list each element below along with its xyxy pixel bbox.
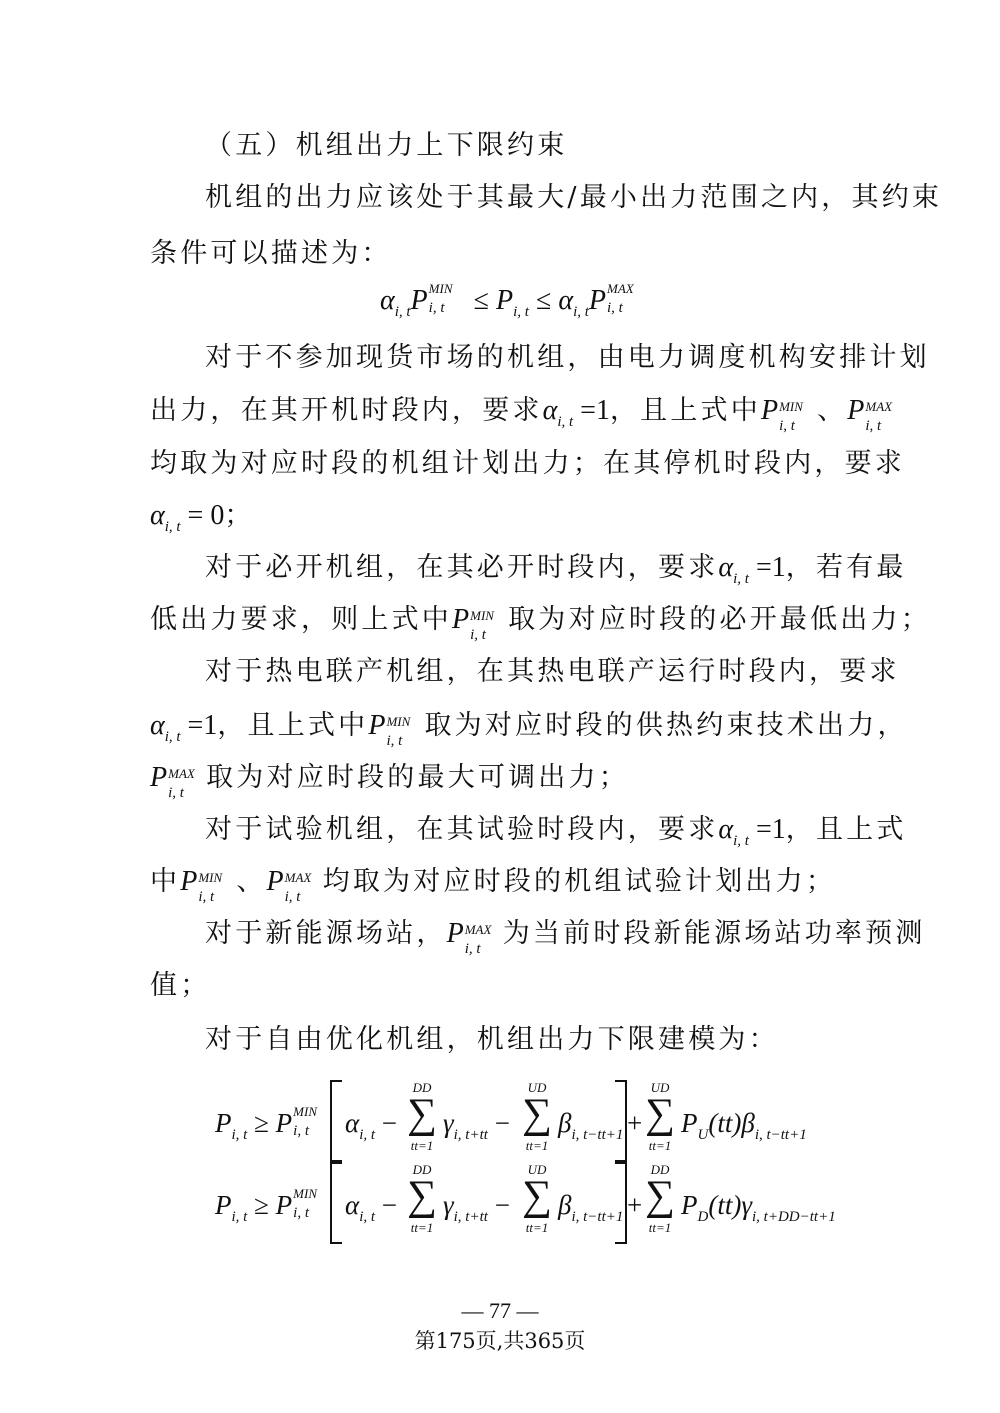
paragraph-7-line-1: 对于自由优化机组，机组出力下限建模为：: [205, 1024, 779, 1055]
text-span: 取为对应时段的必开最低出力；: [508, 604, 931, 635]
math-p-min: P MIN i, t: [452, 604, 494, 643]
paragraph-4-line-3: [150, 762, 850, 801]
paragraph-4-line-1: 对于热电联产机组，在其热电联产运行时段内，要求: [205, 656, 900, 687]
text-span: 对于新能源场站，: [205, 918, 447, 949]
math-alpha-eq-1: $\alpha_{i, t} =1$: [150, 710, 218, 745]
paragraph-2-line-3: 均取为对应时段的机组计划出力；在其停机时段内，要求: [150, 448, 905, 479]
text-span: 取为对应时段的供热约束技术出力，: [424, 710, 908, 741]
text-span: ；: [224, 500, 255, 531]
math-alpha-eq-1: $\alpha_{i, t} =1$: [718, 552, 786, 587]
text-span: 对于必开机组，在其必开时段内，要求: [205, 552, 719, 583]
text-span: ，且上式中: [609, 395, 761, 426]
math-alpha-eq-1: $\alpha_{i, t} =1$: [542, 395, 610, 430]
text-span: ，且上式中: [217, 710, 369, 741]
math-alpha-eq-0: $\alpha_{i, t} = 0$: [150, 500, 225, 535]
text-span: ，且上式: [785, 814, 907, 845]
text-span: 中: [150, 866, 181, 897]
paragraph-3-line-2: [150, 604, 931, 643]
math-p-max: P MAX i, t: [150, 762, 195, 801]
paragraph-1-line-2: 条件可以描述为：: [150, 238, 392, 269]
paragraph-6-line-2: 值；: [150, 970, 211, 1001]
document-page: （五）机组出力上下限约束 机组的出力应该处于其最大/最小出力范围之内，其约束 条件可以描述为： $\alpha_{i, t}P$ MIN i, t ≤ $P_{i, t} \le \alpha_{i, t}P$ MAX i, t 对于不参加现货市场的机组，由电力调度机构安排计划 出力，在其开机时段内，要求$\alpha_{i, t} =1$，且上式中P MIN i, t 、P MAX i, t 均取为对应时段的机组计划出力；在其停机时段内，要求 $\alpha_{i, t} = 0$； 对于必开机组，在其必开时段内，要求$\alpha_{i, t} =1$，若有最 低出力要求，则上式中P MIN i, t 取为对应时段的必开最低出力； 对于热电联产机组，在其热电联产运行时段内，要求 $\alpha_{i, t} =1$，且上式中P MIN i, t 取为对应时段的供热约束技术出力， P MAX i, t 取为对应时段的最大可调出力； 对于试验机组，在其试验时段内，要求$\alpha_{i, t} =1$，且上式 中P MIN i, t 、P MAX i, t 均取为对应时段的机组试验计划出力； 对于新能源场站，P MAX i, t 为当前时段新能源场站功率预测 值； 对于自由优化机组，机组出力下限建模为： $P_{i, t} \ge P$ MIN i, t $\alpha_{i, t}$ − DD ∑ tt=1 $\gamma_{i, t+tt}$ − UD ∑ tt=1 $\beta_{i, t-tt+1}$ + UD ∑ tt=1 $P_U(tt)\beta_{i, t-tt+1}$ $P_{i, t} \ge P$ MIN i, t $\alpha_{i, t}$ − DD ∑ tt=1 $\gamma_{i, t+tt}$ − UD ∑ tt=1 $\beta_{i, t-tt+1}$ + DD ∑ tt=1 $P_D(tt)\gamma_{i, t+DD-tt+1}$ — 77 — 第175页,共365页: [0, 0, 1000, 1413]
formula-output-bounds: $\alpha_{i, t}P$ MIN i, t ≤ $P_{i, t} \le \alpha_{i, t}P$ MAX i, t: [380, 281, 634, 320]
page-count: 第175页,共365页: [414, 1329, 586, 1353]
math-p-min: P MIN i, t: [368, 710, 411, 749]
text-span: 对于试验机组，在其试验时段内，要求: [205, 814, 719, 845]
math-p-min: P MIN i, t: [180, 866, 223, 905]
text-span: 均取为对应时段的机组试验计划出力；: [322, 866, 837, 897]
paragraph-3-line-1: [205, 552, 905, 595]
paragraph-6-line-1: [205, 918, 926, 957]
section-heading: （五）机组出力上下限约束: [205, 130, 568, 161]
page-number: — 77 —: [461, 1298, 539, 1323]
paragraph-2-line-4: [150, 500, 850, 543]
text-span: ，若有最: [785, 552, 907, 583]
paragraph-5-line-2: [150, 866, 850, 905]
text-span: 取为对应时段的最大可调出力；: [206, 762, 629, 793]
math-p-min: P MIN i, t: [760, 395, 803, 434]
math-p-max: P MAX i, t: [446, 918, 492, 957]
text-span: 出力，在其开机时段内，要求: [150, 395, 543, 426]
text-span: 为当前时段新能源场站功率预测: [502, 918, 926, 949]
paragraph-5-line-1: [205, 814, 905, 857]
paragraph-1-line-1: 机组的出力应该处于其最大/最小出力范围之内，其约束: [205, 182, 943, 213]
math-p-max: P MAX i, t: [847, 395, 893, 434]
paragraph-4-line-2: [150, 710, 908, 753]
math-alpha-eq-1: $\alpha_{i, t} =1$: [718, 814, 786, 849]
text-span: 、: [817, 395, 848, 426]
text-span: 、: [236, 866, 267, 897]
paragraph-2-line-2: [150, 395, 893, 438]
paragraph-2-line-1: 对于不参加现货市场的机组，由电力调度机构安排计划: [205, 342, 930, 373]
text-span: 低出力要求，则上式中: [150, 604, 452, 635]
math-p-max: P MAX i, t: [266, 866, 312, 905]
